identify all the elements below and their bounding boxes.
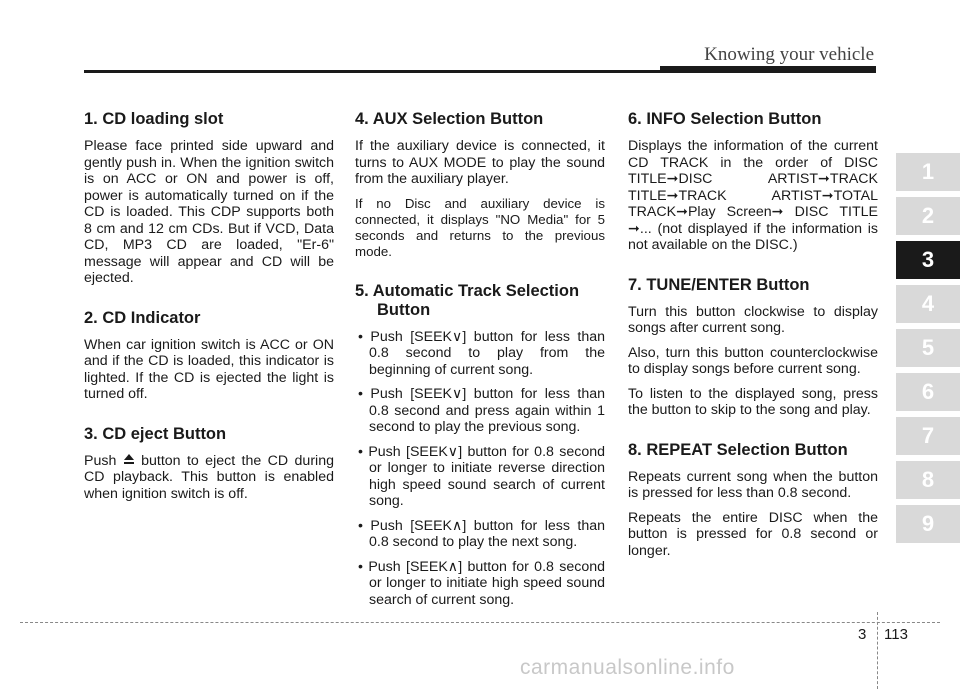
section-text-cd-loading-slot: Please face printed side upward and gently push in. When the ignition switch is on ACC or ON and power is off, power is automatically turned on if the CD is loaded. This CDP supports both 8 cm and 12 cm CDs. But if VCD, Data CD, MP3 CD are loaded, "Er-6" message will appear and CD will be ejected. xyxy=(84,138,334,286)
chapter-tab-9[interactable]: 9 xyxy=(896,505,960,543)
section-title-info-selection: 6. INFO Selection Button xyxy=(628,110,822,128)
bullet-post: ] button for less than 0.8 second to play the next song. xyxy=(369,517,606,550)
section-text-info: Displays the information of the current CD TRACK in the order of DISC TITLE➞DISC ARTIST➞TRACK TITLE➞TRACK ARTIST➞TOTAL TRACK➞Play Screen➞ DISC TITLE ➞... (not displayed if the information is not available on the DISC.) xyxy=(628,138,878,253)
section-text-aux-1: If the auxiliary device is connected, it turns to AUX MODE to play the sound from the auxiliary player. xyxy=(355,138,605,187)
chapter-tab-1[interactable]: 1 xyxy=(896,153,960,191)
bullet-post: ] button for less than 0.8 second and press again within 1 second to play the previous song. xyxy=(369,386,606,435)
section-text-repeat-1: Repeats current song when the button is pressed for less than 0.8 second. xyxy=(628,468,878,501)
chapter-tab-2[interactable]: 2 xyxy=(896,197,960,235)
bullet-post: ] button for less than 0.8 second to play from the beginning of current song. xyxy=(369,328,606,378)
list-item xyxy=(355,386,605,436)
section-title-aux-selection: 4. AUX Selection Button xyxy=(355,110,544,128)
column-right xyxy=(628,110,878,567)
section-text-cd-indicator: When car ignition switch is ACC or ON and if the CD is loaded, this indicator is lighted. If the CD is ejected the light is turned off. xyxy=(84,336,334,402)
bullet-post: ] button for 0.8 second or longer to initiate high speed sound search of current song. xyxy=(369,558,605,608)
chapter-tab-8[interactable]: 8 xyxy=(896,461,960,499)
seek-down-icon: ∨ xyxy=(452,328,463,345)
header-title: Knowing your vehicle xyxy=(704,44,874,65)
track-selection-list xyxy=(355,329,605,609)
eject-text-post: button to eject the CD during CD playback. This button is enabled when ignition switch is off. xyxy=(84,452,334,502)
header-rule-accent xyxy=(660,66,876,72)
section-title-cd-eject: 3. CD eject Button xyxy=(84,424,227,443)
chapter-tabs xyxy=(896,153,960,549)
column-middle xyxy=(355,110,605,616)
chapter-tab-6[interactable]: 6 xyxy=(896,373,960,411)
section-title-tune-enter: 7. TUNE/ENTER Button xyxy=(628,275,810,294)
section-text-aux-2: If no Disc and auxiliary device is connected, it displays "NO Media" for 5 seconds and returns to the previous mode. xyxy=(355,195,605,259)
list-item xyxy=(355,518,605,551)
footer-chapter-number: 3 xyxy=(858,626,867,643)
seek-down-icon: ∨ xyxy=(452,386,463,402)
footer-page-number: 113 xyxy=(884,626,908,643)
footer-divider xyxy=(877,612,878,689)
chapter-tab-3[interactable]: 3 xyxy=(896,241,960,279)
section-text-tune-1: Turn this button clockwise to display songs after current song. xyxy=(628,303,878,336)
seek-down-icon: ∨ xyxy=(447,443,459,460)
list-item xyxy=(355,559,605,609)
section-title-track-selection: 5. Automatic Track Selection Button xyxy=(355,281,580,319)
eject-icon xyxy=(123,453,135,470)
seek-up-icon: ∧ xyxy=(452,517,463,534)
section-text-tune-3: To listen to the displayed song, press the button to skip to the song and play. xyxy=(628,385,878,418)
seek-up-icon: ∧ xyxy=(447,558,459,575)
bullet-pre: • Push [SEEK xyxy=(358,558,448,575)
section-text-repeat-2: Repeats the entire DISC when the button is pressed for 0.8 second or longer. xyxy=(628,509,878,559)
chapter-tab-7[interactable]: 7 xyxy=(896,417,960,455)
watermark: carmanualsonline.info xyxy=(520,656,735,679)
bullet-pre: • Push [SEEK xyxy=(358,386,453,402)
section-text-tune-2: Also, turn this button counterclockwise to display songs before current song. xyxy=(628,344,878,377)
bullet-pre: • Push [SEEK xyxy=(358,443,448,460)
bullet-pre: • Push [SEEK xyxy=(358,328,453,345)
column-left xyxy=(84,110,334,510)
section-title-cd-loading-slot: 1. CD loading slot xyxy=(84,110,224,128)
section-text-cd-eject xyxy=(84,453,334,503)
bullet-pre: • Push [SEEK xyxy=(358,517,453,534)
footer-rule xyxy=(20,622,940,623)
list-item xyxy=(355,444,605,510)
chapter-tab-5[interactable]: 5 xyxy=(896,329,960,367)
bullet-post: ] button for 0.8 second or longer to initiate reverse direction high speed sound search of current song. xyxy=(369,443,605,509)
chapter-tab-4[interactable]: 4 xyxy=(896,285,960,323)
eject-text-pre: Push xyxy=(84,452,117,469)
section-title-repeat-selection: 8. REPEAT Selection Button xyxy=(628,440,848,459)
section-title-cd-indicator: 2. CD Indicator xyxy=(84,308,201,327)
list-item xyxy=(355,329,605,379)
